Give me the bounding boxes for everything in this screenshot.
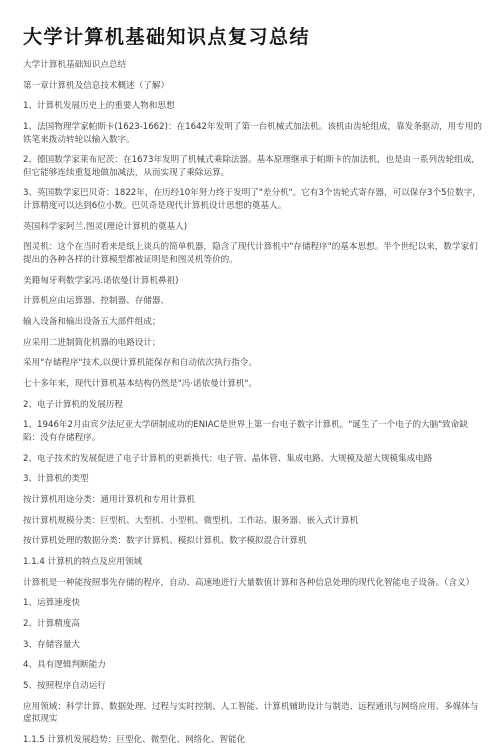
section-heading: 1.1.5 计算机发展趋势：巨型化、微型化、网络化、智能化: [23, 734, 246, 745]
paragraph: 采用"存储程序"技术,以便计算机能保存和自动依次执行指令。: [23, 358, 258, 369]
list-item: 1、运算速度快: [23, 598, 81, 609]
list-item: 3、存储容量大: [23, 639, 81, 650]
paragraph: 应采用二进制简化机器的电路设计；: [23, 337, 161, 348]
page-title: 大学计算机基础知识点复习总结: [23, 26, 311, 48]
paragraph: 按计算机处理的数据分类：数字计算机、模拟计算机、数字模拟混合计算机: [23, 536, 307, 547]
paragraph: 美籍匈牙利数学家冯.诺依曼(计算机鼻祖): [23, 275, 179, 286]
paragraph: 3、英国数学家巴贝奇：1822年，在历经10年努力终于发明了"差分机"。它有3个齿轮式寄存器，可以保存3个5位数字，计算精度可以达到6位小数。巴贝奇是现代计算机设计思想的奠基人。: [23, 188, 481, 211]
section-heading: 1、计算机发展历史上的重要人物和思想: [23, 101, 175, 112]
paragraph: 1、1946年2月由宾夕法尼亚大学研制成功的ENIAC是世界上第一台电子数字计算机。"诞生了一个电子的大脑"致命缺陷：没有存储程序。: [23, 420, 468, 443]
document-body: [23, 59, 482, 746]
paragraph: 2、德国数学家莱布尼茨：在1673年发明了机械式乘除法器。基本原理继承于帕斯卡的加法机，也是由一系列齿轮组成，但它能够连续重复地做加减法，从而实现了乘除运算。: [23, 155, 481, 178]
paragraph: 按计算机规模分类：巨型机、大型机、小型机、微型机、工作站、服务器、嵌入式计算机: [23, 515, 359, 526]
paragraph: 1、法国物理学家帕斯卡(1623-1662)：在1642年发明了第一台机械式加法机。该机由齿轮组成，靠发条驱动，用专用的铁笔来拨动转轮以输入数字。: [23, 122, 483, 145]
paragraph: 按计算机用途分类：通用计算机和专用计算机: [23, 494, 195, 505]
paragraph: 图灵机：这个在当时看来是纸上谈兵的简单机器，隐含了现代计算机中"存储程序"的基本思想。半个世纪以来，数学家们提出的各种各样的计算模型都被证明是和图灵机等价的。: [23, 242, 478, 265]
section-heading: 2、电子计算机的发展历程: [23, 399, 123, 410]
list-item: 2、计算精度高: [23, 619, 81, 629]
paragraph: 应用领域：科学计算、数据处理、过程与实时控制、人工智能、计算机辅助设计与制造、远程通讯与网络应用、多媒体与虚拟现实: [23, 701, 479, 725]
paragraph: 计算机应由运算器、控制器、存储器、: [23, 296, 170, 307]
list-item: 4、具有逻辑判断能力: [23, 660, 106, 671]
paragraph: 七十多年来，现代计算机基本结构仍然是"冯·诺依曼计算机"。: [23, 378, 258, 389]
section-heading: 1.1.4 计算机的特点及应用领域: [23, 556, 143, 567]
list-item: 5、按照程序自动运行: [23, 681, 106, 692]
paragraph: 大学计算机基础知识点总结: [23, 60, 127, 70]
paragraph: 2、电子技术的发展促进了电子计算机的更新换代：电子管、晶体管、集成电路、大规模及超大规模集成电路: [23, 453, 433, 464]
paragraph: 输入设备和输出设备五大部件组成；: [23, 316, 161, 327]
section-heading: 3、计算机的类型: [23, 474, 89, 485]
paragraph: 计算机是一种能按照事先存储的程序，自动、高速地进行大量数值计算和各种信息处理的现代化智能电子设备。（含义）: [23, 577, 475, 588]
paragraph: 英国科学家阿兰.图灵(理论计算机的奠基人): [23, 221, 188, 232]
chapter-heading: 第一章计算机及信息技术概述（了解）: [23, 80, 170, 91]
